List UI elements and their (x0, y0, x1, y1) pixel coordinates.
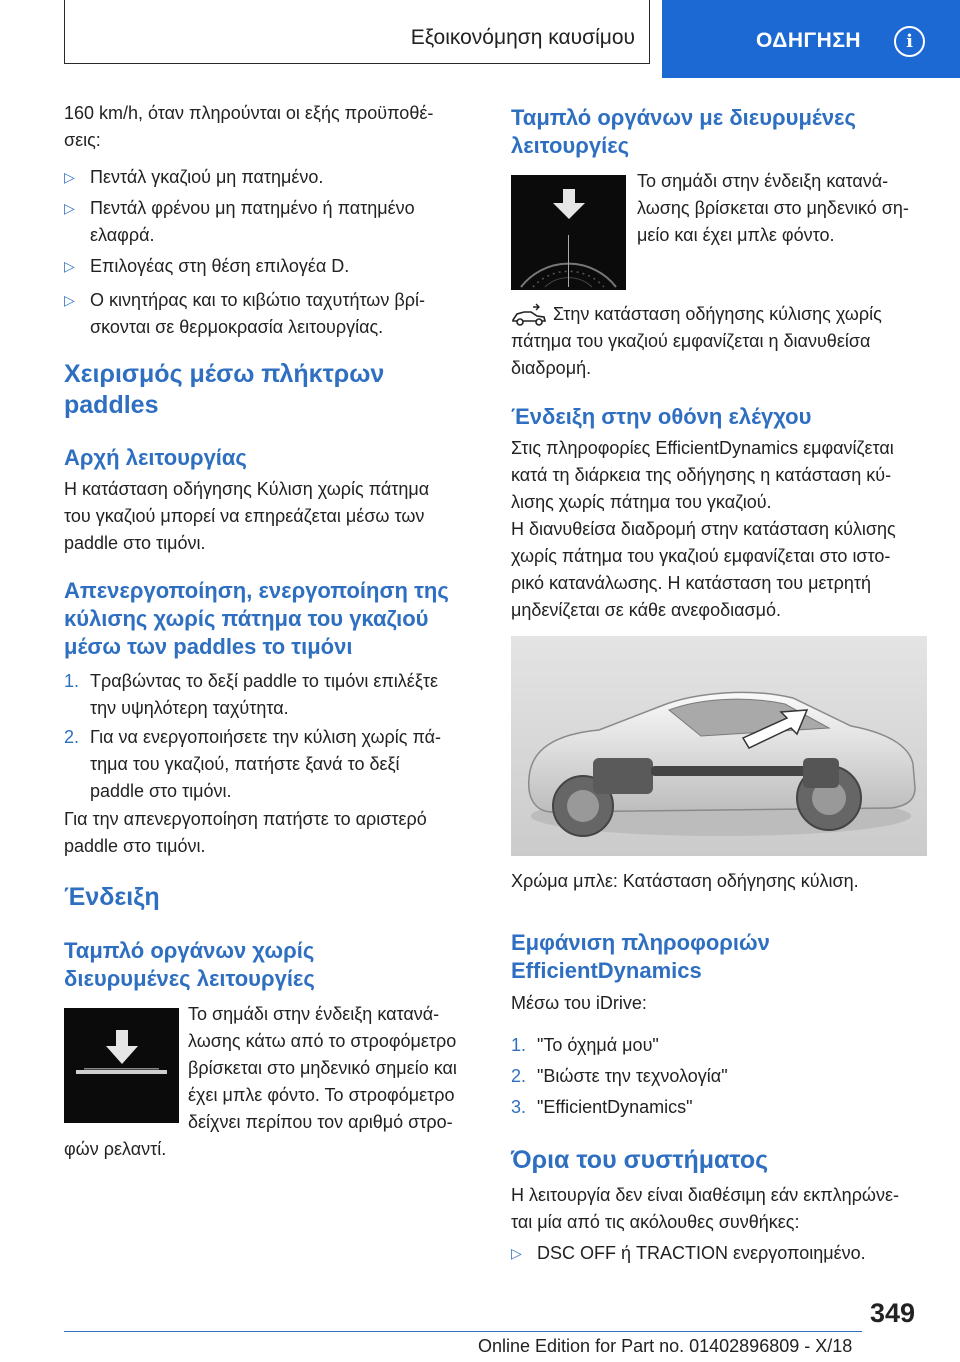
text-line: λωσης κάτω από το στροφόμετρο (188, 1031, 457, 1051)
step-item (64, 668, 484, 724)
cluster-basic-paragraph-end: φών ρελαντί. (64, 1139, 167, 1159)
text-line: Για την απενεργοποίηση πατήστε το αριστερό (64, 809, 427, 829)
info-icon[interactable]: i (894, 26, 925, 57)
heading-line: μέσω των paddles το τιμόνι (64, 634, 353, 659)
cluster-extended-paragraph (637, 168, 937, 249)
list-item-text: Επιλογέας στη θέση επιλογέα D. (90, 256, 350, 276)
text-line: βρίσκεται στο μηδενικό σημείο και (188, 1058, 457, 1078)
text-line: χωρίς πάτημα του γκαζιού εμφανίζεται στο ιστο- (511, 546, 891, 566)
header-section-box (64, 0, 650, 64)
heading-toggle-coasting (64, 577, 494, 661)
screen-paragraph-2 (511, 516, 941, 624)
heading-line: Χειρισμός μέσω πλήκτρων (64, 360, 385, 388)
text-line: λωσης βρίσκεται στο μηδενικό ση- (637, 198, 909, 218)
heading-cluster-basic (64, 937, 484, 993)
step-text: Για να ενεργοποιήσετε την κύλιση χωρίς πά- (90, 727, 442, 747)
step-text: τημα του γκαζιού, πατήστε ξανά το δεξί (90, 754, 400, 774)
heading-efficientdynamics (511, 929, 931, 985)
triangle-bullet-icon: ▷ (511, 1245, 522, 1261)
menu-path-text: "EfficientDynamics" (537, 1097, 693, 1117)
text-line: Στις πληροφορίες EfficientDynamics εμφανίζεται (511, 438, 894, 458)
text-line: Η λειτουργία δεν είναι διαθέσιμη εάν εκπληρώνε- (511, 1185, 900, 1205)
heading-line: Απενεργοποίηση, ενεργοποίηση της (64, 578, 449, 603)
header-section-title: Εξοικονόμηση καυσίμου (410, 26, 635, 49)
heading-line: EfficientDynamics (511, 958, 702, 983)
text-line: μηδενίζεται σε κάθε ανεφοδιασμό. (511, 600, 782, 620)
intro-line: σεις: (64, 130, 101, 150)
list-item-text: DSC OFF ή TRACTION ενεργοποιημένο. (537, 1243, 866, 1263)
down-arrow-icon (64, 1008, 179, 1123)
list-item-text: Πεντάλ γκαζιού μη πατημένο. (90, 167, 324, 187)
list-item (64, 287, 484, 343)
heading-line: paddles (64, 391, 159, 419)
idrive-intro: Μέσω του iDrive: (511, 993, 647, 1013)
text-line: μείο και έχει μπλε φόντο. (637, 225, 835, 245)
heading-line: κύλισης χωρίς πάτημα του γκαζιού (64, 606, 429, 631)
screen-paragraph-1 (511, 435, 941, 516)
step-number: 1. (64, 671, 80, 691)
text-line: Η διανυθείσα διαδρομή στην κατάσταση κύλισης (511, 519, 896, 539)
menu-path-text: "Βιώστε την τεχνολογία" (537, 1066, 728, 1086)
step-number: 1. (511, 1035, 527, 1055)
coasting-paragraph (511, 301, 931, 382)
text-line: κατά τη διάρκεια της οδήγησης η κατάσταση κύ- (511, 465, 892, 485)
text-line: διαδρομή. (511, 358, 592, 378)
text-line: ρικό κατανάλωσης. Η κατάσταση του μετρητή (511, 573, 871, 593)
text-line: δείχνει περίπου τον αριθμό στρο- (188, 1112, 453, 1132)
down-arrow-gauge-icon (511, 175, 626, 290)
step-text: paddle στο τιμόνι. (90, 781, 232, 801)
step-text: Τραβώντας το δεξί paddle το τιμόνι επιλέξτε (90, 671, 439, 691)
triangle-bullet-icon: ▷ (64, 258, 75, 274)
heading-line: λειτουργίες (511, 133, 630, 158)
heading-principle: Αρχή λειτουργίας (64, 445, 247, 470)
deactivate-paragraph (64, 806, 484, 860)
text-line: Στην κατάσταση οδήγησης κύλισης χωρίς (553, 304, 882, 324)
heading-line: Εμφάνιση πληροφοριών (511, 930, 770, 955)
text-line: λισης χωρίς πάτημα του γκαζιού. (511, 492, 772, 512)
step-number: 3. (511, 1097, 527, 1117)
page-number: 349 (870, 1298, 916, 1328)
footer-edition: Online Edition for Part no. 01402896809 - X/18 (478, 1336, 853, 1356)
heading-line: διευρυμένες λειτουργίες (64, 966, 315, 991)
text-line: του γκαζιού μπορεί να επηρεάζεται μέσω των (64, 506, 425, 526)
list-item-text: Πεντάλ φρένου μη πατημένο ή πατημένο (90, 198, 415, 218)
step-text: την υψηλότερη ταχύτητα. (90, 698, 289, 718)
list-item-text: Ο κινητήρας και το κιβώτιο ταχυτήτων βρί- (90, 290, 425, 310)
list-item-text: σκονται σε θερμοκρασία λειτουργίας. (90, 317, 384, 337)
step-number: 2. (511, 1066, 527, 1086)
list-item-text: ελαφρά. (90, 225, 155, 245)
step-number: 2. (64, 727, 80, 747)
heading-display: Ένδειξη (64, 883, 160, 911)
limits-paragraph (511, 1182, 941, 1236)
triangle-bullet-icon: ▷ (64, 292, 75, 308)
text-line: Το σημάδι στην ένδειξη κατανά- (188, 1004, 440, 1024)
text-line: πάτημα του γκαζιού εμφανίζεται η διανυθείσα (511, 331, 871, 351)
heading-paddles (64, 359, 484, 421)
triangle-bullet-icon: ▷ (64, 200, 75, 216)
heading-control-display: Ένδειξη στην οθόνη ελέγχου (511, 404, 812, 429)
triangle-bullet-icon: ▷ (64, 169, 75, 185)
car-drivetrain-image (511, 636, 927, 856)
step-item (64, 724, 484, 808)
footer-divider (64, 1331, 862, 1332)
car-image-caption: Χρώμα μπλε: Κατάσταση οδήγησης κύλιση. (511, 871, 859, 891)
heading-cluster-extended (511, 104, 931, 160)
text-line: ται μία από τις ακόλουθες συνθήκες: (511, 1212, 800, 1232)
text-line: paddle στο τιμόνι. (64, 533, 206, 553)
heading-system-limits: Όρια του συστήματος (511, 1146, 769, 1174)
cluster-extended-image (511, 175, 626, 290)
text-line: paddle στο τιμόνι. (64, 836, 206, 856)
list-item (64, 195, 484, 251)
text-line: έχει μπλε φόντο. Το στροφόμετρο (188, 1085, 455, 1105)
text-line: Η κατάσταση οδήγησης Κύλιση χωρίς πάτημα (64, 479, 430, 499)
intro-paragraph (64, 100, 484, 154)
intro-line: 160 km/h, όταν πληρούνται οι εξής προϋποθέ- (64, 103, 434, 123)
heading-line: Ταμπλό οργάνων χωρίς (64, 938, 315, 963)
car-drivetrain-illustration (511, 636, 927, 856)
header-chapter-title: ΟΔΗΓΗΣΗ (756, 29, 862, 52)
header-chapter-tab[interactable] (662, 0, 960, 78)
cluster-basic-paragraph (188, 1001, 488, 1136)
heading-line: Ταμπλό οργάνων με διευρυμένες (511, 105, 856, 130)
menu-path-text: "Το όχημά μου" (537, 1035, 659, 1055)
principle-paragraph (64, 476, 484, 557)
cluster-basic-image (64, 1008, 179, 1123)
text-line: Το σημάδι στην ένδειξη κατανά- (637, 171, 889, 191)
